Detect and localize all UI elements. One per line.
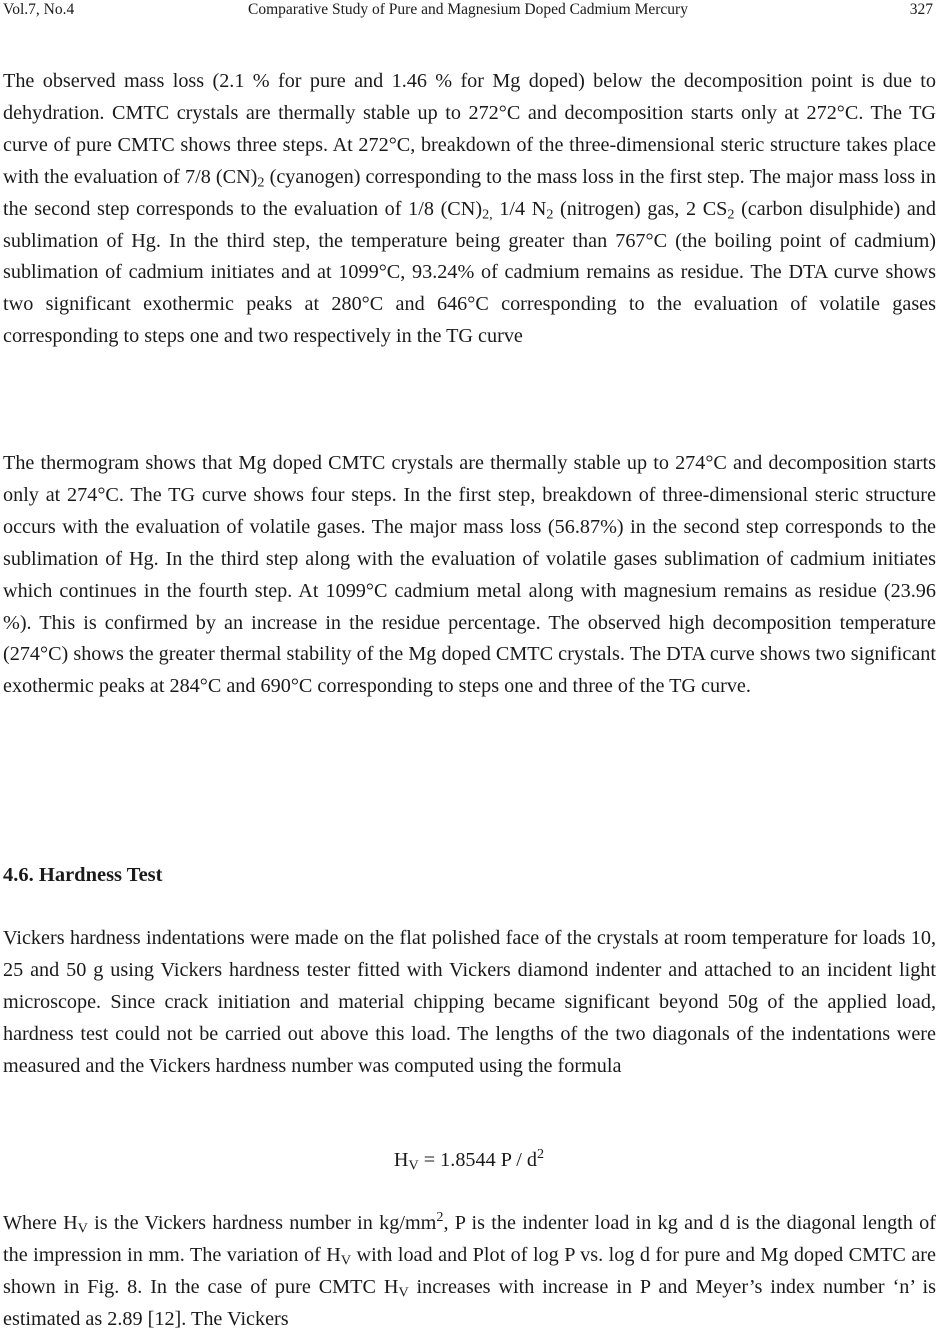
running-title: Comparative Study of Pure and Magnesium Doped Cadmium Mercury (248, 1, 688, 18)
paragraph-hardness-method: Vickers hardness indentations were made on the flat polished face of the crystals at room temperature for loads 10, 25 and 50 g using Vickers hardness tester fitted with Vickers diamond indenter and attached to an incident light microscope. Since crack initiation and material chipping became significant beyond 50g of the applied load, hardness test could not be carried out above this load. The lengths of the two diagonals of the indentations were measured and the Vickers hardness number was computed using the formula (3, 927, 936, 1077)
paragraph-thermal-mg-doped: The thermogram shows that Mg doped CMTC crystals are thermally stable up to 274°C and decomposition starts only at 274°C. The TG curve shows four steps. In the first step, breakdown of three-dimensional steric structure occurs with the evaluation of volatile gases. The major mass loss (56.87%) in the second step corresponds to the sublimation of Hg. In the third step along with the evaluation of volatile gases sublimation of cadmium initiates which continues in the fourth step. At 1099°C cadmium metal along with magnesium remains as residue (23.96 %). This is confirmed by an increase in the residue percentage. The observed high decomposition temperature (274°C) shows the greater thermal stability of the Mg doped CMTC crystals. The DTA curve shows two significant exothermic peaks at 284°C and 690°C corresponding to steps one and three of the TG curve. (3, 452, 936, 698)
running-header (3, 0, 933, 22)
page-number: 327 (909, 1, 933, 18)
paragraph-formula-explanation: Where $H_V$ is the Vickers hardness number in $kg/mm^2$, P is the indenter load in kg and d is the diagonal length of the impression in mm. The variation of $H_V$ with load and Plot of log P vs. log d for pure and Mg doped CMTC are shown in Fig. 8. In the case of pure CMTC $H_V$ increases with increase in P and Meyer’s index number ‘n’ is estimated as 2.89 [12]. The Vickers (3, 1209, 936, 1330)
vickers-formula: $H_V = 1.8544$ P / $d^2$ (393, 1146, 545, 1174)
paragraph-thermal-pure: The observed mass loss (2.1 % for pure and 1.46 % for Mg doped) below the decomposition point is due to dehydration. CMTC crystals are thermally stable up to 272°C and decomposition starts only at 272°C. The TG curve of pure CMTC shows three steps. At 272°C, breakdown of the three-dimensional steric structure takes place with the evaluation of 7/8 $(CN)_2$ (cyanogen) corresponding to the mass loss in the first step. The major mass loss in the second step corresponds to the evaluation of 1/8 $(CN)_{2,}$ 1/4 $N_2$ (nitrogen) gas, 2 $CS_2$ (carbon disulphide) and sublimation of Hg. In the third step, the temperature being greater than 767°C (the boiling point of cadmium) sublimation of cadmium initiates and at 1099°C, 93.24% of cadmium remains as residue. The DTA curve shows two significant exothermic peaks at 280°C and 646°C corresponding to the evaluation of volatile gases corresponding to steps one and two respectively in the TG curve (3, 70, 936, 348)
journal-volume: Vol.7, No.4 (3, 1, 75, 18)
section-heading: 4.6. Hardness Test (3, 864, 163, 886)
